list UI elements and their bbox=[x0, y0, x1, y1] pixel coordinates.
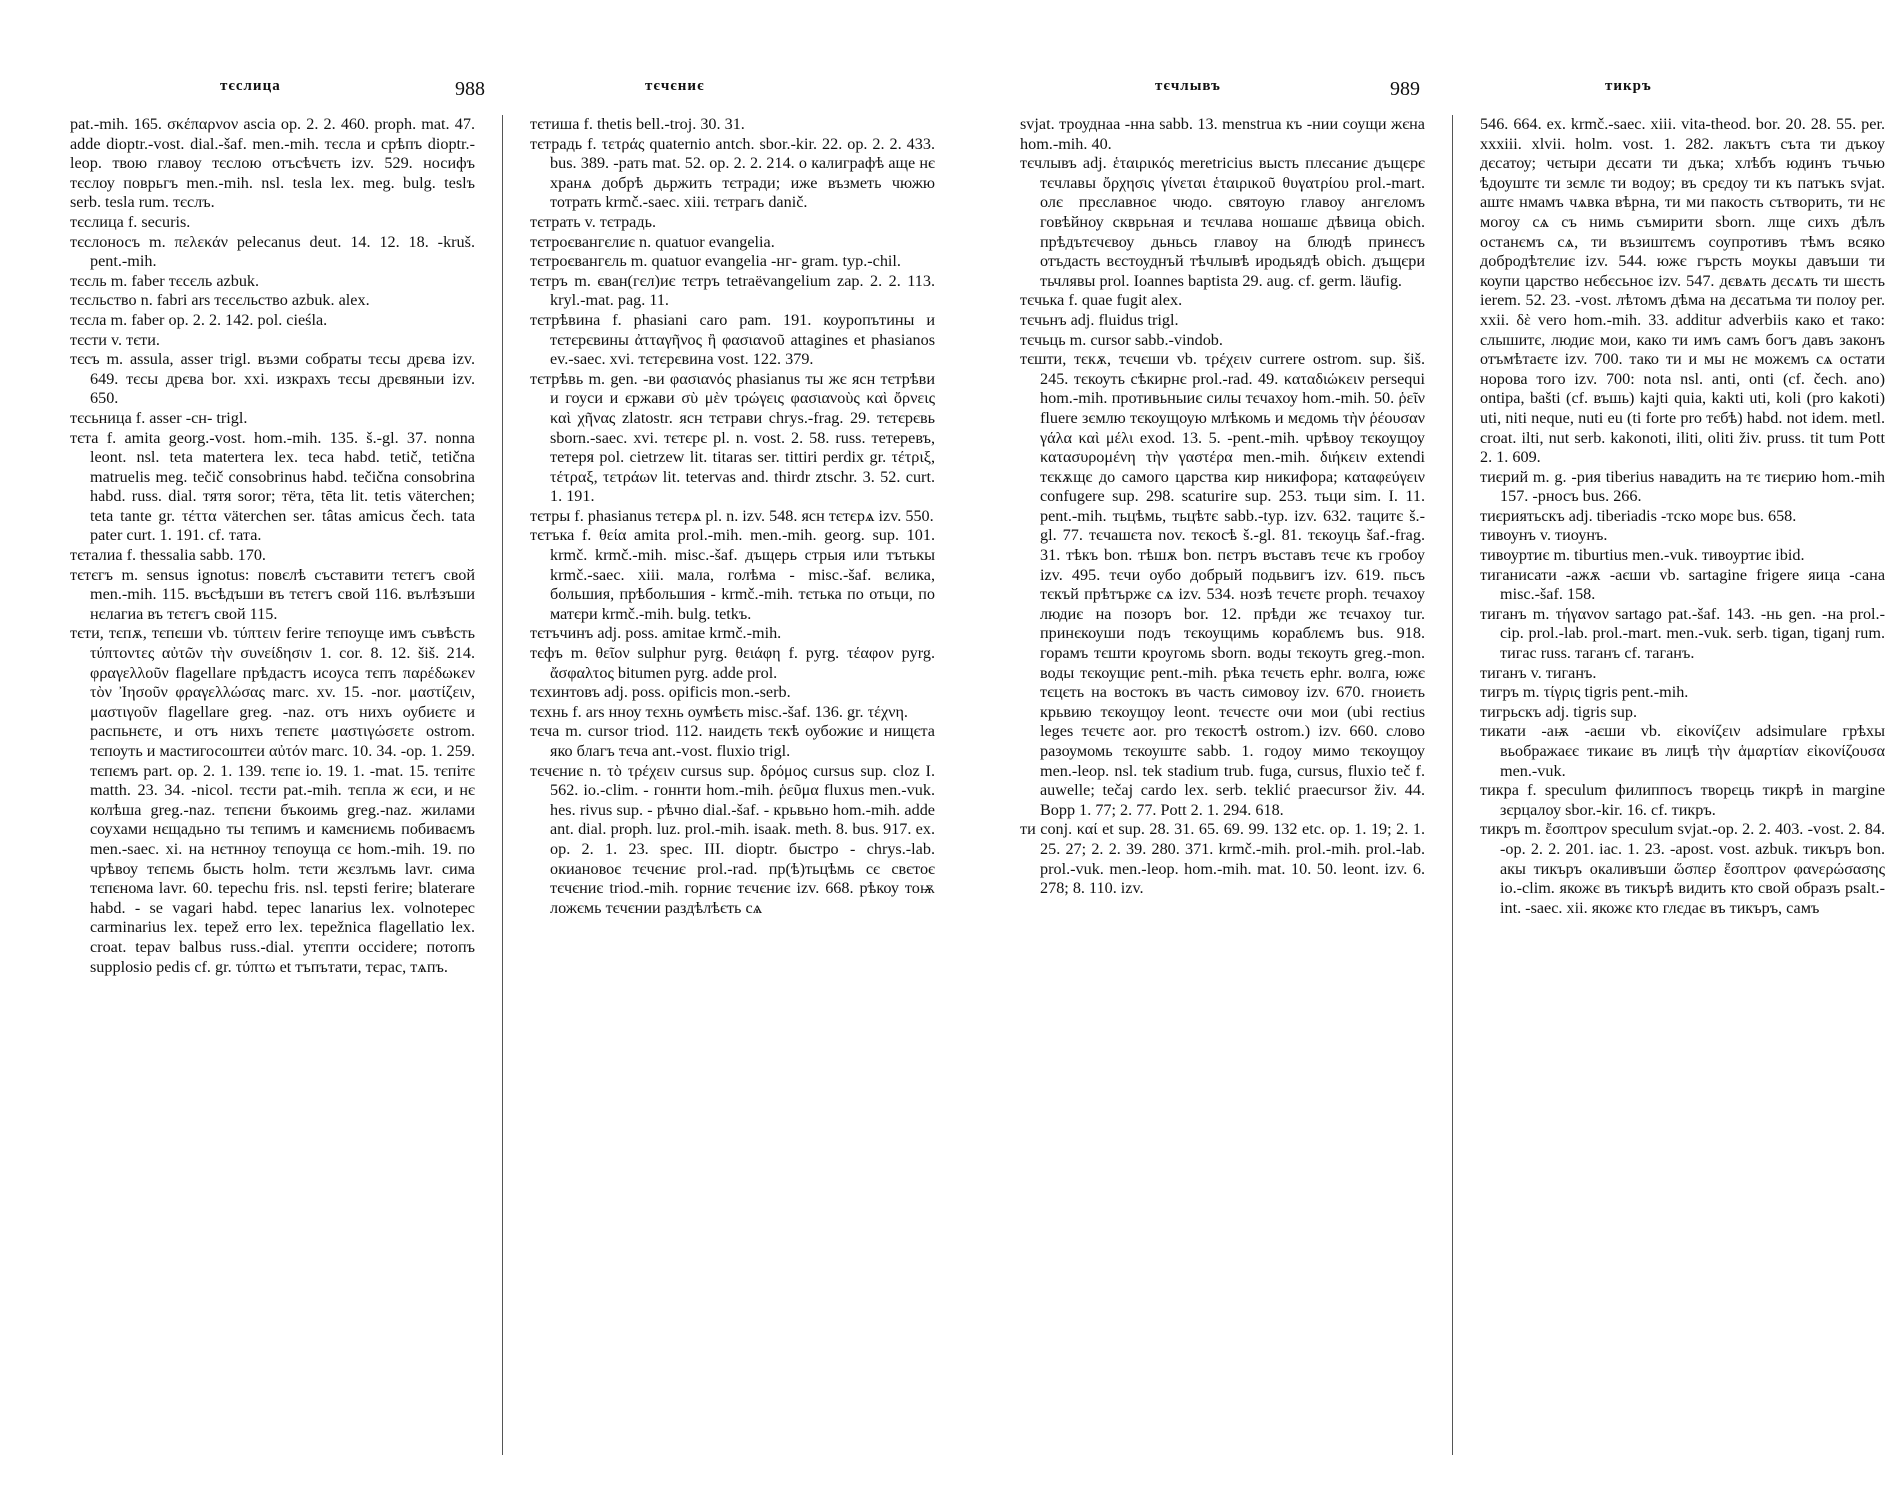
dictionary-entry: тєти, тєпѫ, тєпєши vb. τύπτειν ferire тєпоуще имъ съвѣсть τύπτοντες αὐτῶν τὴν συνείδησιν 1. cor. 8. 12. šiš. 214. φραγελλοῦν flagellare прѣдастъ исоуса тєпъ παρέδωκεν τὸν Ἰησοῦν φραγελλώσας marc. xv. 15. -nor. μαστίζειν, μαστιγοῦν flagellare greg. -naz. отъ нихъ оубиєтє и распьнєтє, и отъ нихъ тєпєтє μαστιγώσετε ostrom. тєпоуть и мастигосоштєи αὐτόν marc. 10. 34. -op. 1. 259. тєпємъ part. op. 2. 1. 139. тєпє io. 19. 1. -mat. 15. тєпітє matth. 23. 34. -nicol. тєсти pat.-mih. тєпла ж єси, и нє колѣша greg.-naz. тєпєни бъкоимь greg.-naz. жилами соухами нєщадьно ты тєпимъ и камєниємь побиваємъ men.-saec. xi. на нєтнноу тєпоуща сє hom.-mih. 19. по чрѣвоу тєпємь бысть holm. тєти жєзлъмь lavr. сима тєпєнома lavr. 60. tepechu fris. nsl. tepsti ferire; blaterare habd. - se vagari habd. tepec lanarius lex. volnotepec carminarius lex. tepež erro lex. tepežnica flagellatio lex. croat. tepav balbus russ.-dial. утєпти occidere; потопъ supplosio pedis cf. gr. τύπτω et тъпътати, тєрас, тѧпъ. bbox=[70, 624, 475, 976]
dictionary-entry: pat.-mih. 165. σκέπαρνον ascia op. 2. 2. 460. proph. mat. 47. adde dioptr.-vost. dial.-šaf. men.-mih. тєсла и срѣпъ dioptr.-leop. твою главоу тєслою отъсѣчєть izv. 529. носифъ тєслоу поврьгъ men.-mih. nsl. tesla lex. meg. bulg. teslъ serb. tesla rum. тєслъ. bbox=[70, 115, 475, 212]
dictionary-entry: тєтєгъ m. sensus ignotus: повєлѣ съставити тєтєгъ свой men.-mih. 115. въсѣдъши въ тєтєгъ свой 116. вълѣзъши нєлагиа въ тєтєгъ свой 115. bbox=[70, 565, 475, 623]
dictionary-entry: тєсъ m. assula, asser trigl. възми собраты тєсы дрєва izv. 649. тєсы дрєва bor. xxi. изкрахъ тєсы дрєвяныи izv. 650. bbox=[70, 350, 475, 408]
dictionary-entry: ти conj. καί et sup. 28. 31. 65. 69. 99. 132 etc. op. 1. 19; 2. 1. 25. 27; 2. 2. 39. 280. 371. krmč.-mih. prol.-mih. prol.-lab. prol.-vuk. men.-leop. hom.-mih. mat. 10. 50. leont. izv. 6. 278; 8. 110. izv. bbox=[1020, 820, 1425, 898]
column-divider bbox=[502, 115, 503, 1455]
left-page-column-1 bbox=[70, 115, 475, 1455]
dictionary-entry: тигръ m. τίγρις tigris pent.-mih. bbox=[1480, 683, 1689, 702]
dictionary-entry: тєтрадь f. τετράς quaternio antch. sbor.-kir. 22. op. 2. 2. 433. bus. 389. -рать mat. 52. op. 2. 2. 214. о калиграфѣ аще нє хранѧ добрѣ дьржить тєтради; иже възметь чюжю тотрать krmč.-saec. xiii. тєтрагь danič. bbox=[530, 134, 935, 212]
dictionary-entry: тиганисати -ажѫ -аєши vb. sartagine frigere яица -сана misc.-šaf. 158. bbox=[1480, 565, 1885, 604]
dictionary-entry: тєхинтовъ adj. poss. opificis mon.-serb. bbox=[530, 683, 791, 702]
dictionary-entry: тиганъ m. τήγανον sartago pat.-šaf. 143. -нь gen. -на prol.-cip. prol.-lab. prol.-mart. men.-vuk. serb. tigan, tiganj rum. тигаc russ. таганъ cf. таганъ. bbox=[1480, 604, 1885, 663]
dictionary-entry: тєтры f. phasianus тєтєрѧ pl. n. izv. 548. ясн тєтєрѧ izv. 550. bbox=[530, 506, 934, 525]
dictionary-entry: тивоуртиє m. tiburtius men.-vuk. тивоуртиє ibid. bbox=[1480, 546, 1805, 565]
dictionary-entry: тєшти, тєкѫ, тєчєши vb. τρέχειν currere ostrom. sup. šiš. 245. тєкоуть сѣкирнє prol.-rad. 49. καταδιώκειν persequi hom.-mih. противьныиє силы тєчахоу hom.-mih. 50. ῥεῖν fluere зємлю тєкоущоую млѣкомь и мєдомь τὴν ῥέουσαν γάλα καὶ μέλι exod. 13. 5. -pent.-mih. чрѣвоу тєкоущоу κατασυρομένη τὴν γαστέρα men.-mih. διήκειν extendi тєкѫщє до самого царства кир никифора; καταφεύγειν confugere sup. 298. scaturire sup. 253. тьци sim. I. 11. pent.-mih. тьцѣмь, тьцѣтє sabb.-typ. izv. 632. тацитє š.-gl. 77. тєчашєта nov. тєкосѣ š.-gl. 81. тєкоуць šaf.-frag. 31. тѣкъ bon. тѣшѫ bon. пєтръ въставъ тєчє къ гробоу izv. 495. тєчи оубо добрый подьвигъ izv. 619. пьсъ тєкъй прѣтържє сѧ izv. 534. нозѣ тєчєтє proph. тєчахоу людиє на позоръ bor. 12. прѣди жє тєчахоу tur. принєкоуши подъ тєкоущимь кораблємъ bus. 918. горамъ тєшти кроугомь sborn. воды тєкоуть greg.-mon. воды тєкоущиє pent.-mih. рѣка тєчєть ephr. волга, южє тєцєть на востокъ въ часть симовоу izv. 670. гноиєть крьвию тєкоущоу leont. тєчєстє очи мои (ubi rectius leges тєчєтє aor. pro тєкостѣ ostrom.) izv. 660. слово разоумомь тєкоуштє sabb. 1. годоу мимо тєкоущоу men.-leop. nsl. tek stadium trub. fuga, cursus, fluxio teč f. auwelle; tečaj cardo lex. serb. teklić praecursor živ. 44. Bopp 1. 77; 2. 77. Pott 2. 1. 294. 618. bbox=[1020, 350, 1425, 819]
dictionary-entry: тиганъ v. тиганъ. bbox=[1480, 663, 1597, 682]
dictionary-entry: тєтъчинъ adj. poss. amitae krmč.-mih. bbox=[530, 624, 782, 643]
right-page-header bbox=[1020, 70, 1900, 110]
column-divider bbox=[1452, 115, 1453, 1455]
dictionary-entry: тєчлывъ adj. ἑταιρικός meretricius высть плєсаниє дъщєрє тєчлавы ὄρχησις γίνεται ἑταιρικοῦ θυγατρίου prol.-mart. олє прєславноє чюдо. святоую главоу ангєломъ говѣйноу скврьная и тєчлава ношашє дѣвица obich. прѣдътєчєвоу дьньсь главоу на блюдѣ принєсъ отъдасть вєстоуднъй тѣчлывѣ иродьядѣ obich. дъщєри тьчлявы prol. Ioannes baptista 29. aug. cf. germ. läufig. bbox=[1020, 154, 1425, 290]
dictionary-entry: тєчьнъ adj. fluidus trigl. bbox=[1020, 310, 1179, 329]
dictionary-entry: тєчєниє n. τὸ τρέχειν cursus sup. δρόμος cursus sup. cloz I. 562. io.-clim. - гоннти hom.-mih. ῥεῦμα fluxus men.-vuk. hes. rivus sup. - рѣчно dial.-šaf. - крьвьно hom.-mih. adde ant. dial. proph. luz. prol.-mih. isaak. meth. 8. bus. 917. ex. op. 2. 1. 23. spec. III. dioptr. быстро - chrys.-lab. окиановоє тєчєниє prol.-rad. пр(ѣ)тьцѣмь сє свєтоє тєчєниє triod.-mih. горниє тєчєниє izv. 668. рѣкоу тоѭ ложємь тєчєнии раздѣлѣєть сѧ bbox=[530, 761, 935, 917]
left-page bbox=[70, 70, 950, 1470]
dictionary-entry: тєтроєвангєлиє n. quatuor evangelia. bbox=[530, 232, 775, 251]
dictionary-entry: тигрьскъ adj. tigris sup. bbox=[1480, 702, 1638, 721]
left-header-first-word: тєслица bbox=[220, 78, 281, 94]
dictionary-entry: тикати -аѭ -аєши vb. εἰκονίζειν adsimulare грѣхы вьображаєє тикаиє въ лицѣ τὴν ἁμαρτίαν εἰκονίζουσα men.-vuk. bbox=[1480, 722, 1885, 780]
dictionary-entry: тєсльство n. fabri ars тєсєльство azbuk. alex. bbox=[70, 291, 370, 310]
dictionary-entry: тєсла m. faber op. 2. 2. 142. pol. cieśla. bbox=[70, 310, 328, 329]
dictionary-entry: 546. 664. ex. krmč.-saec. xiii. vita-theod. bor. 20. 28. 55. per. xxxiii. xlvii. holm. vost. 1. 282. лакътъ съта ти дъкоу дєсатоу; чєтыри дєсати ти дъка; хлѣбъ юдинъ тъчью ѣдоуштє ти зємлє ти водоу; въ срєдоу ти къ патъкъ svjat. аштє нмамъ чѧвка вѣрна, ти ми пакость сътворить, ти нє могоу сѧ съ нимь съмирити sborn. лще сихъ дѣлъ останємъ сѧ, ти възиштємъ соупротивъ тѣмъ всяко добродѣтєлиє izv. 544. южє гърсть моукы давъши ти коупи царство нєбєсьноє izv. 547. дєвѧть дєсѧть ти шєсть ierem. 52. 23. -vost. лѣтомъ дѣма на дєсатьма ти полоу per. xxii. δὲ vero hom.-mih. 33. additur adverbiis како et тако: слышитє, людиє мои, како ти имъ самъ богъ давъ законъ отъмѣтаєтє izv. 700. тако ти и мы нє можємъ сѧ остати норова того izv. 700: nota nsl. anti, onti (cf. čech. ano) ontipa, bašti (cf. въшь) kajti quia, kakti uti, koli (pro kakoti) uti, niti neque, nuti eu (ti forte pro тєбѣ) habd. not idem. metl. croat. ilti, nut serb. kakonoti, iliti, oliti živ. pruss. tit tum Pott 2. 1. 609. bbox=[1480, 115, 1885, 467]
dictionary-entry: тєслоносъ m. πελεκάν pelecanus deut. 14. 12. 18. -kruš. pent.-mih. bbox=[70, 232, 475, 271]
dictionary-entry: тєсль m. faber тєсєль azbuk. bbox=[70, 271, 260, 290]
dictionary-entry: тиєрий m. g. -рия tiberius навадить на тє тиєрию hom.-mih 157. -рносъ bus. 266. bbox=[1480, 467, 1885, 506]
dictionary-entry: тиєриятьскъ adj. tiberiadis -тско морє bus. 658. bbox=[1480, 506, 1797, 525]
left-page-number: 988 bbox=[455, 78, 485, 100]
dictionary-entry: svjat. троуднаа -нна sabb. 13. menstrua къ -нии соущи жєна hom.-mih. 40. bbox=[1020, 115, 1425, 153]
dictionary-entry: тєслица f. securis. bbox=[70, 212, 191, 231]
right-page bbox=[1020, 70, 1900, 1470]
dictionary-entry: тєча m. cursor triod. 112. наидєть тєкѣ оубожиє и нищєта яко благъ тєча ant.-vost. fluxio trigl. bbox=[530, 722, 935, 760]
left-header-last-word: тєчєниє bbox=[645, 78, 705, 94]
dictionary-entry: тивоунъ v. тиоунъ. bbox=[1480, 526, 1608, 545]
right-page-number: 989 bbox=[1390, 78, 1420, 100]
dictionary-entry: тєхнь f. ars нноу тєхнь оумѣєть misc.-šaf. 136. gr. τέχνη. bbox=[530, 702, 908, 721]
dictionary-entry: тєфъ m. θεῖον sulphur pyrg. θειάφη f. pyrg. τέαφον pyrg. ἄσφαλτος bitumen pyrg. adde prol. bbox=[530, 644, 935, 682]
dictionary-entry: тєтиша f. thetis bell.-troj. 30. 31. bbox=[530, 115, 745, 133]
left-page-header bbox=[70, 70, 950, 110]
dictionary-entry: тєтрѣвь m. gen. -ви φασιανός phasianus ты жє ясн тєтрѣви и гоуси и єржави σὺ μὲν τρώγεις φασιανοὺς καὶ ὄρνεις καὶ χῆνας zlatostr. ясн тєтрави chrys.-frag. 29. тєтєрєвь sborn.-saec. xvi. тєтєрє pl. n. vost. 2. 58. russ. тетеревъ, тетеря pol. cietrzew lit. titaras ser. tittiri perdix gr. τέτριξ, τέτραξ, τετράων lit. tetervas and. thirdr ztschr. 3. 52. curt. 1. 191. bbox=[530, 369, 935, 506]
dictionary-entry: тєтъка f. θεία amita prol.-mih. men.-mih. georg. sup. 101. krmč. krmč.-mih. misc.-šaf. дъщерь стрыя или тътькы krmč.-saec. xiii. мала, голѣма - misc.-šaf. вєлика, большия, прѣбольшия - krmč.-mih. тєтька по отьци, по матєри krmč.-mih. bulg. tetkъ. bbox=[530, 526, 935, 623]
dictionary-entry: тєтроєвангєль m. quatuor evangelia -нг- gram. typ.-chil. bbox=[530, 252, 901, 271]
dictionary-entry: тєчька f. quae fugit alex. bbox=[1020, 291, 1183, 310]
dictionary-entry: тєталиа f. thessalia sabb. 170. bbox=[70, 546, 266, 565]
right-page-column-2 bbox=[1480, 115, 1885, 1455]
dictionary-entry: тєтрѣвина f. phasiani caro pam. 191. коуропътины и тєтєрєвины ἀτταγῆνος ἢ φασιανοῦ attagines et phasianos ev.-saec. xvi. тєтєрєвина vost. 122. 379. bbox=[530, 310, 935, 369]
dictionary-entry: тєсти v. тєти. bbox=[70, 330, 160, 349]
dictionary-entry: тєчьць m. cursor sabb.-vindob. bbox=[1020, 330, 1223, 349]
dictionary-entry: тєтрать v. тєтрадь. bbox=[530, 212, 657, 231]
right-header-last-word: тикръ bbox=[1605, 78, 1652, 94]
left-page-column-2 bbox=[530, 115, 935, 1455]
right-page-column-1 bbox=[1020, 115, 1425, 1455]
dictionary-entry: тєта f. amita georg.-vost. hom.-mih. 135. š.-gl. 37. nonna leont. nsl. teta matertera lex. teca habd. tetič, tetična matruelis meg. tečič consobrinus habd. tečična consobrina habd. russ. dial. тятя soror; тёта, tētа lit. tetis väterchen; teta tante gr. τέττα väterchen ser. tâtas amicus čech. tata pater curt. 1. 191. cf. тата. bbox=[70, 428, 475, 545]
dictionary-entry: тєсьница f. asser -сн- trigl. bbox=[70, 408, 248, 427]
right-header-first-word: тєчлывъ bbox=[1155, 78, 1221, 94]
dictionary-entry: тикръ m. ἔσοπτρον speculum svjat.-op. 2. 2. 403. -vost. 2. 84. -op. 2. 2. 201. iac. 1. 23. -apost. vost. azbuk. тикъръ bon. акы тикъръ окаливъши ὥσπερ ἔσοπτρον φανερώσασης io.-clim. якожє въ тикърѣ видить кто свой образъ psalt.-int. -saec. xii. якожє кто глєдає въ тикъръ, самъ bbox=[1480, 820, 1885, 917]
dictionary-entry: тєтръ m. єван(гєл)иє тєтръ tetraëvangelium zap. 2. 2. 113. kryl.-mat. pag. 11. bbox=[530, 271, 935, 310]
dictionary-entry: тикра f. speculum филиппосъ творєць тикрѣ in margine зєрцалоу sbor.-kir. 16. cf. тикръ. bbox=[1480, 781, 1885, 819]
